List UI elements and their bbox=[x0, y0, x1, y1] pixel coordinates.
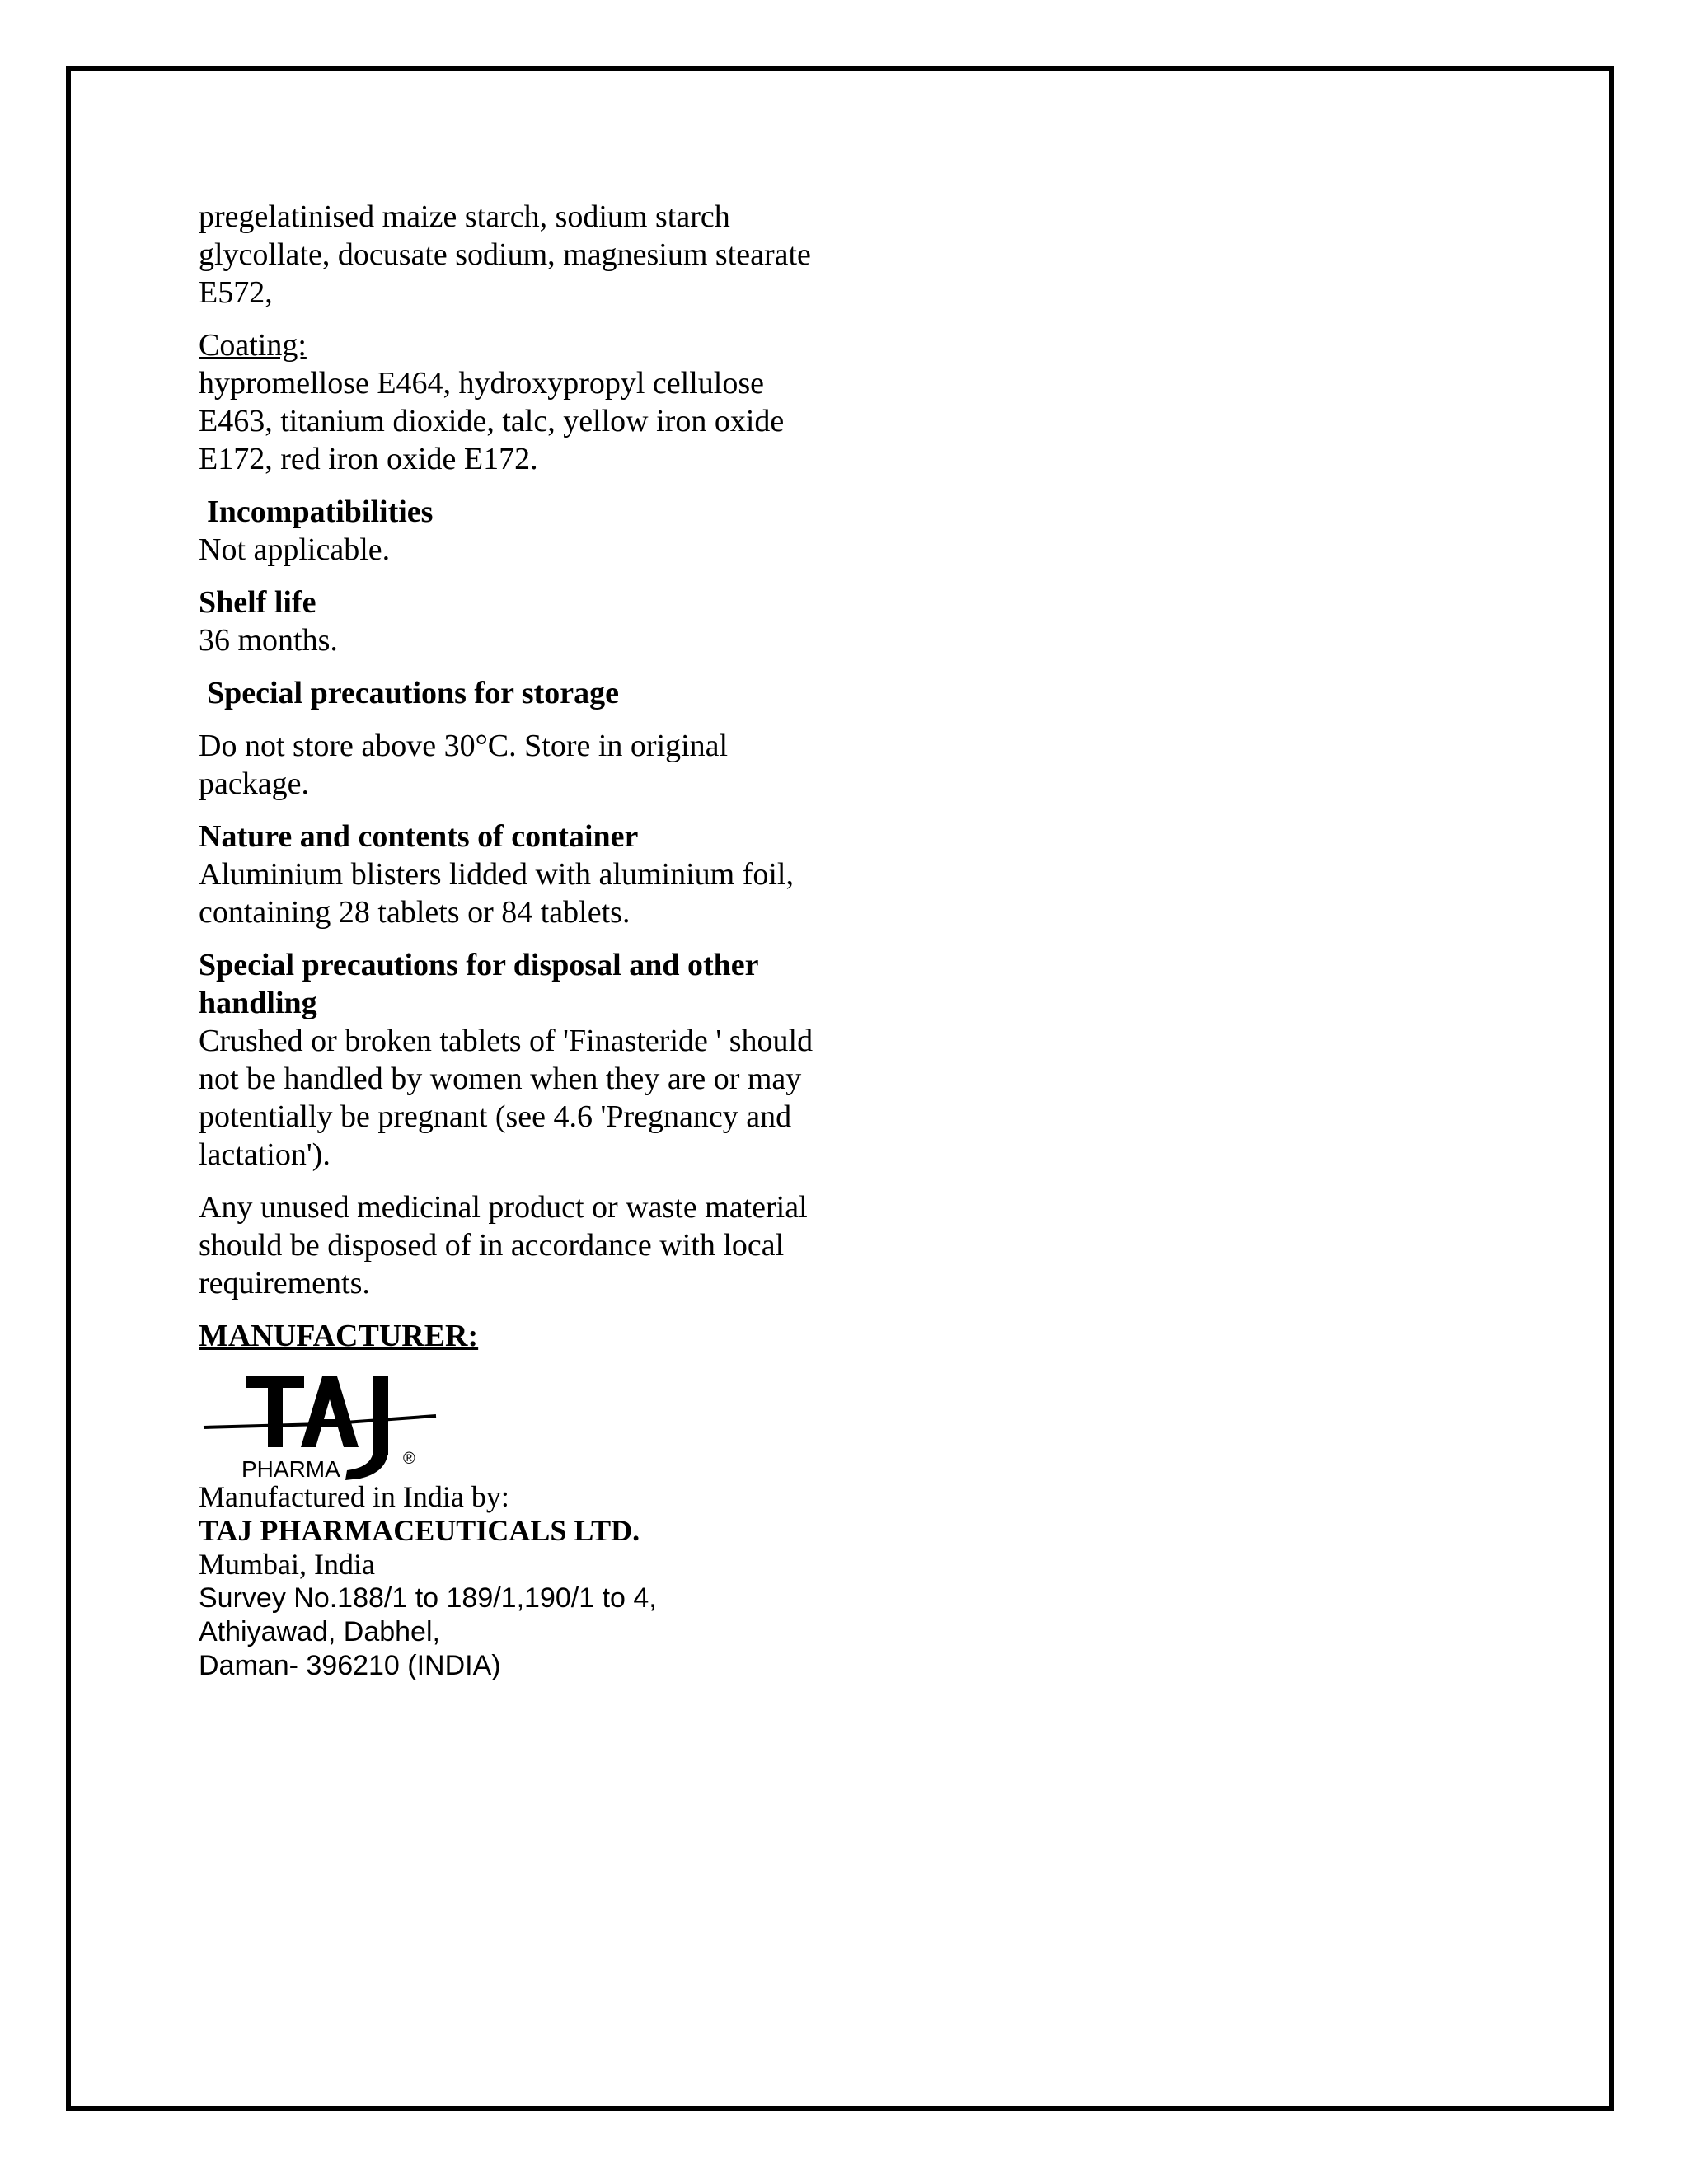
manufacturer-details bbox=[199, 1480, 825, 1683]
incompatibilities-heading: Incompatibilities bbox=[207, 494, 434, 529]
address-line-3: Daman- 396210 (INDIA) bbox=[199, 1650, 501, 1681]
logo-registered-mark: ® bbox=[403, 1450, 415, 1468]
address-line-1: Survey No.188/1 to 189/1,190/1 to 4, bbox=[199, 1582, 657, 1614]
manufactured-by-label: Manufactured in India by: bbox=[199, 1480, 509, 1513]
shelf-life-heading: Shelf life bbox=[199, 585, 316, 620]
disposal-heading: Special precautions for disposal and other handling bbox=[199, 948, 758, 1020]
storage-heading-block bbox=[199, 674, 825, 712]
taj-pharma-logo bbox=[199, 1363, 446, 1487]
company-city: Mumbai, India bbox=[199, 1548, 375, 1581]
company-name: TAJ PHARMACEUTICALS LTD. bbox=[199, 1514, 640, 1547]
shelf-life-section bbox=[199, 583, 825, 659]
disposal-section bbox=[199, 946, 825, 1174]
storage-text: Do not store above 30°C. Store in original package. bbox=[199, 729, 729, 801]
logo-pharma-text: PHARMA bbox=[241, 1456, 340, 1482]
incompatibilities-section bbox=[199, 493, 825, 569]
coating-label: Coating: bbox=[199, 328, 307, 363]
incompatibilities-text: Not applicable. bbox=[199, 532, 391, 567]
disposal-text: Crushed or broken tablets of 'Finasteride ' should not be handled by women when they are or may potentially be pregnant (see 4.6 'Pregnancy and lactation'). bbox=[199, 1024, 814, 1172]
container-heading: Nature and contents of container bbox=[199, 819, 639, 854]
shelf-life-text: 36 months. bbox=[199, 623, 338, 658]
document-body bbox=[199, 198, 825, 1683]
container-text: Aluminium blisters lidded with aluminium foil, containing 28 tablets or 84 tablets. bbox=[199, 857, 794, 930]
disposal-text-2: Any unused medicinal product or waste material should be disposed of in accordance with local requirements. bbox=[199, 1190, 808, 1301]
coating-text: hypromellose E464, hydroxypropyl cellulose E463, titanium dioxide, talc, yellow iron oxide E172, red iron oxide E172. bbox=[199, 366, 785, 476]
excipients-text: pregelatinised maize starch, sodium starch glycollate, docusate sodium, magnesium stearate E572, bbox=[199, 199, 811, 310]
container-section bbox=[199, 818, 825, 931]
address-line-2: Athiyawad, Dabhel, bbox=[199, 1616, 440, 1647]
coating-section bbox=[199, 326, 825, 478]
storage-heading: Special precautions for storage bbox=[207, 676, 619, 710]
manufacturer-heading: MANUFACTURER: bbox=[199, 1319, 479, 1353]
